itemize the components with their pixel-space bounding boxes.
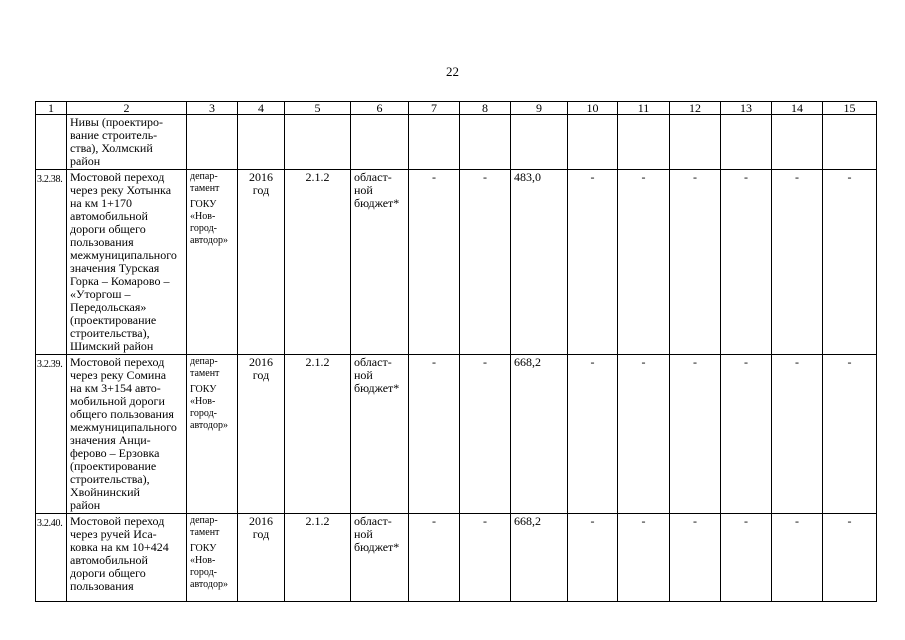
cell-c8: - [460, 514, 511, 602]
empty-cell [772, 115, 823, 170]
cell-c15: - [823, 355, 877, 514]
cell-year: 2016 год [238, 514, 285, 602]
cell-code: 2.1.2 [285, 170, 351, 355]
empty-cell [511, 115, 568, 170]
empty-cell [618, 115, 670, 170]
cell-c11: - [618, 514, 670, 602]
cell-c13: - [721, 355, 772, 514]
cell-executor [187, 514, 238, 602]
header-cell: 3 [187, 102, 238, 115]
empty-cell [409, 115, 460, 170]
header-cell: 11 [618, 102, 670, 115]
cell-num: 3.2.39. [36, 355, 67, 514]
cell-c8: - [460, 170, 511, 355]
header-cell: 14 [772, 102, 823, 115]
executor-dept: депар- тамент [190, 171, 220, 194]
cell-name: Мостовой переход через реку Хотынка на км 1+170 автомобильной дороги общего пользования межмуниципального значения Турская Горка – Комарово – «Уторгош – Передольская» (проектирование строительства), Шимский район [67, 170, 187, 355]
empty-cell [568, 115, 618, 170]
empty-cell [460, 115, 511, 170]
cell-c10: - [568, 355, 618, 514]
table-row [36, 170, 877, 355]
program-table [35, 101, 877, 602]
cell-source: област- ной бюджет* [351, 170, 409, 355]
header-cell: 7 [409, 102, 460, 115]
cell-c13: - [721, 514, 772, 602]
header-cell: 13 [721, 102, 772, 115]
cell-c7: - [409, 170, 460, 355]
cell-name: Мостовой переход через ручей Иса- ковка на км 10+424 автомобильной дороги общего пользования [67, 514, 187, 602]
header-cell: 4 [238, 102, 285, 115]
cell-c12: - [670, 514, 721, 602]
cell-c14: - [772, 355, 823, 514]
executor-dept: депар- тамент [190, 356, 220, 379]
executor-goku: ГОКУ «Нов- город- автодор» [190, 543, 228, 590]
header-cell: 15 [823, 102, 877, 115]
header-cell: 1 [36, 102, 67, 115]
cell-c15: - [823, 170, 877, 355]
cell-code: 2.1.2 [285, 514, 351, 602]
cell-c9: 668,2 [511, 514, 568, 602]
executor-goku: ГОКУ «Нов- город- автодор» [190, 384, 228, 431]
header-cell: 6 [351, 102, 409, 115]
empty-cell [187, 115, 238, 170]
cell-c7: - [409, 355, 460, 514]
cell-c11: - [618, 355, 670, 514]
header-cell: 9 [511, 102, 568, 115]
cell-c13: - [721, 170, 772, 355]
table-row [36, 355, 877, 514]
table-row [36, 514, 877, 602]
cell-c15: - [823, 514, 877, 602]
empty-cell [721, 115, 772, 170]
header-cell: 12 [670, 102, 721, 115]
cell-name: Мостовой переход через реку Сомина на км 3+154 авто- мобильной дороги общего пользования межмуниципального значения Анци- ферово – Ерзовка (проектирование строительства), Хвойнинский район [67, 355, 187, 514]
cell-c9: 483,0 [511, 170, 568, 355]
cell-c12: - [670, 170, 721, 355]
cell-year: 2016 год [238, 355, 285, 514]
cell-name: Нивы (проектиро- вание строитель- ства), Холмский район [67, 115, 187, 170]
empty-cell [823, 115, 877, 170]
page-number: 22 [446, 64, 459, 79]
cell-c12: - [670, 355, 721, 514]
executor-goku: ГОКУ «Нов- город- автодор» [190, 199, 228, 246]
executor-dept: депар- тамент [190, 515, 220, 538]
table-row-continuation [36, 115, 877, 170]
cell-c11: - [618, 170, 670, 355]
empty-cell [670, 115, 721, 170]
header-cell: 8 [460, 102, 511, 115]
header-cell: 2 [67, 102, 187, 115]
empty-cell [285, 115, 351, 170]
table-header-row [36, 102, 877, 115]
cell-c10: - [568, 514, 618, 602]
cell-executor [187, 170, 238, 355]
cell-source: област- ной бюджет* [351, 514, 409, 602]
cell-executor [187, 355, 238, 514]
cell-c8: - [460, 355, 511, 514]
cell-source: област- ной бюджет* [351, 355, 409, 514]
cell-c14: - [772, 514, 823, 602]
cell-code: 2.1.2 [285, 355, 351, 514]
cell-c10: - [568, 170, 618, 355]
cell-c9: 668,2 [511, 355, 568, 514]
header-cell: 5 [285, 102, 351, 115]
header-cell: 10 [568, 102, 618, 115]
empty-cell [351, 115, 409, 170]
cell-year: 2016 год [238, 170, 285, 355]
cell-num: 3.2.38. [36, 170, 67, 355]
cell-c14: - [772, 170, 823, 355]
cell-num [36, 115, 67, 170]
cell-c7: - [409, 514, 460, 602]
empty-cell [238, 115, 285, 170]
cell-num: 3.2.40. [36, 514, 67, 602]
